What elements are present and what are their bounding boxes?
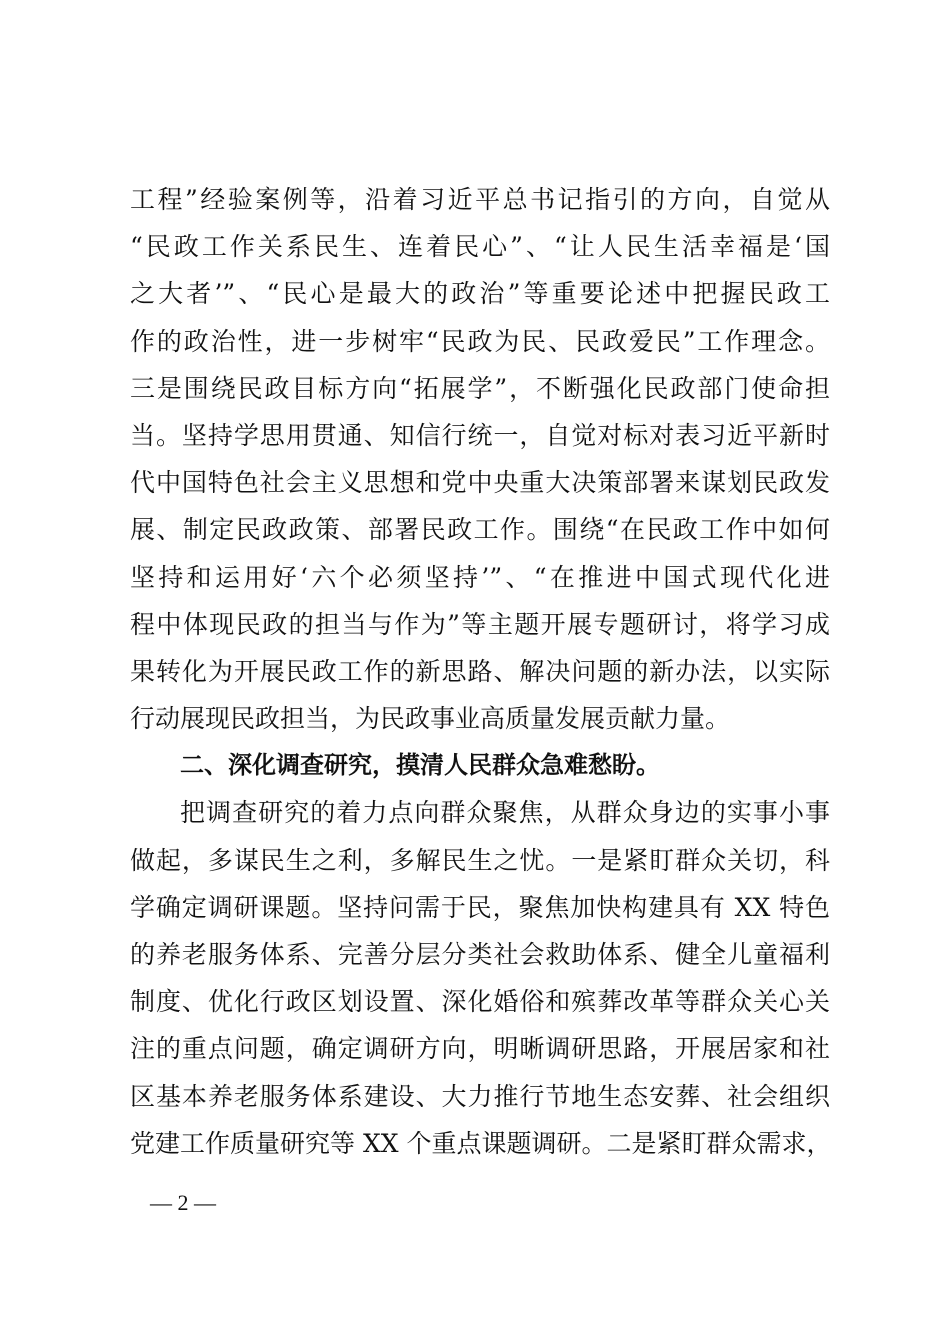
text-line: 展、制定民政政策、部署民政工作。围绕“在民政工作中如何 xyxy=(130,515,830,545)
text-line: 的养老服务体系、完善分层分类社会救助体系、健全儿童福利 xyxy=(130,940,830,969)
text-line: 行动展现民政担当，为民政事业高质量发展贡献力量。 xyxy=(130,704,731,734)
text-line: “民政工作关系民生、连着民心”、“让人民生活幸福是‘国 xyxy=(130,232,830,262)
page-number: — 2 — xyxy=(150,1190,216,1215)
text-line: 坚持和运用好‘六个必须坚持’”、“在推进中国式现代化进 xyxy=(130,562,830,592)
body-text xyxy=(130,176,830,1167)
text-line: 三是围绕民政目标方向“拓展学”，不断强化民政部门使命担 xyxy=(130,373,830,403)
text-line: 制度、优化行政区划设置、深化婚俗和殡葬改革等群众关心关 xyxy=(130,987,830,1017)
text-line: 学确定调研课题。坚持问需于民，聚焦加快构建具有 XX 特色 xyxy=(130,892,830,922)
text-line: 果转化为开展民政工作的新思路、解决问题的新办法，以实际 xyxy=(130,656,830,686)
text-line: 注的重点问题，确定调研方向，明晰调研思路，开展居家和社 xyxy=(130,1034,830,1064)
text-line: 程中体现民政的担当与作为”等主题开展专题研讨，将学习成 xyxy=(130,609,830,639)
text-line: 作的政治性，进一步树牢“民政为民、民政爱民”工作理念。 xyxy=(130,326,830,356)
text-line: 当。坚持学思用贯通、知信行统一，自觉对标对表习近平新时 xyxy=(130,420,830,450)
text-line: 代中国特色社会主义思想和党中央重大决策部署来谋划民政发 xyxy=(130,468,830,498)
section-heading: 二、深化调查研究，摸清人民群众急难愁盼。 xyxy=(180,751,660,780)
text-line: 工程”经验案例等，沿着习近平总书记指引的方向，自觉从 xyxy=(130,185,830,214)
text-line: 党建工作质量研究等 XX 个重点课题调研。二是紧盯群众需求， xyxy=(130,1128,832,1158)
text-line: 之大者’”、“民心是最大的政治”等重要论述中把握民政工 xyxy=(130,279,830,309)
text-line: 做起，多谋民生之利，多解民生之忧。一是紧盯群众关切，科 xyxy=(130,845,830,875)
text-line: 区基本养老服务体系建设、大力推行节地生态安葬、社会组织 xyxy=(130,1081,830,1111)
text-line: 把调查研究的着力点向群众聚焦，从群众身边的实事小事 xyxy=(180,798,830,828)
